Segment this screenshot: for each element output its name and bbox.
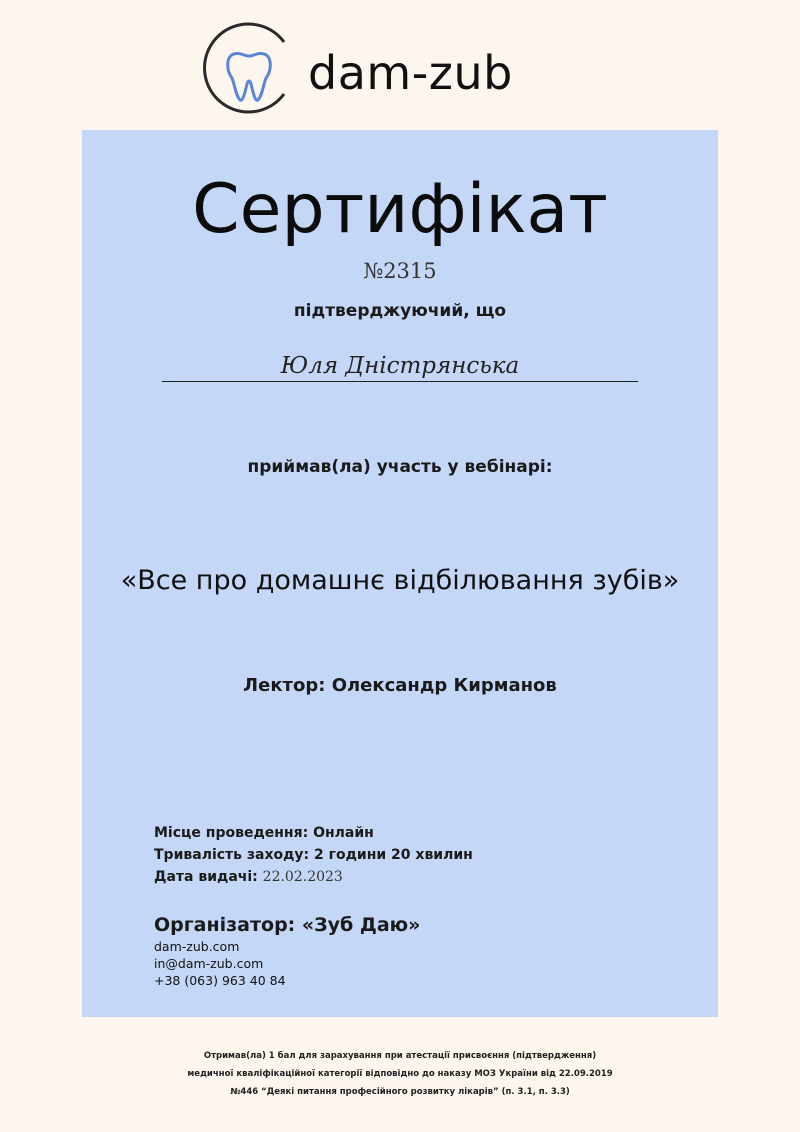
confirm-text: підтверджуючий, що xyxy=(293,301,507,321)
organizer xyxy=(154,912,420,989)
certificate-number: №2315 xyxy=(363,259,437,283)
lecturer: Лектор: Олександр Кирманов xyxy=(243,675,557,696)
recipient-name: Юля Дністрянська xyxy=(280,353,520,379)
footer-line-3: №446 “Деякі питання професійного розвитку лікарів” (п. 3.1, п. 3.3) xyxy=(230,1087,570,1097)
certificate-title: Сертифікат xyxy=(192,170,608,249)
webinar-title: «Все про домашнє відбілювання зубів» xyxy=(120,565,680,596)
footer-note xyxy=(0,1047,800,1101)
brand-name: dam-zub xyxy=(308,46,513,100)
recipient-underline xyxy=(162,381,638,382)
date-value: 22.02.2023 xyxy=(262,869,343,885)
tooth-icon xyxy=(200,20,296,116)
place-label: Місце проведення: xyxy=(154,825,309,841)
organizer-phone: +38 (063) 963 40 84 xyxy=(154,973,286,988)
duration-value: 2 години 20 хвилин xyxy=(314,847,473,863)
participated-text: приймав(ла) участь у вебінарі: xyxy=(247,457,553,477)
duration-label: Тривалість заходу: xyxy=(154,847,310,863)
logo xyxy=(200,20,560,116)
footer-line-2: медичної кваліфікаційної категорії відповідно до наказу МОЗ України від 22.09.2019 xyxy=(187,1069,613,1079)
place-value: Онлайн xyxy=(313,825,374,841)
place-row xyxy=(154,822,473,844)
organizer-site: dam-zub.com xyxy=(154,939,240,954)
certificate-panel xyxy=(82,130,718,1017)
footer-line-1: Отримав(ла) 1 бал для зарахування при атестації присвоєння (підтвердження) xyxy=(203,1051,597,1061)
duration-row xyxy=(154,844,473,866)
event-details xyxy=(154,822,473,888)
date-label: Дата видачі: xyxy=(154,869,258,885)
organizer-email: in@dam-zub.com xyxy=(154,956,264,971)
organizer-title: Організатор: «Зуб Даю» xyxy=(154,914,421,936)
date-row xyxy=(154,866,473,888)
